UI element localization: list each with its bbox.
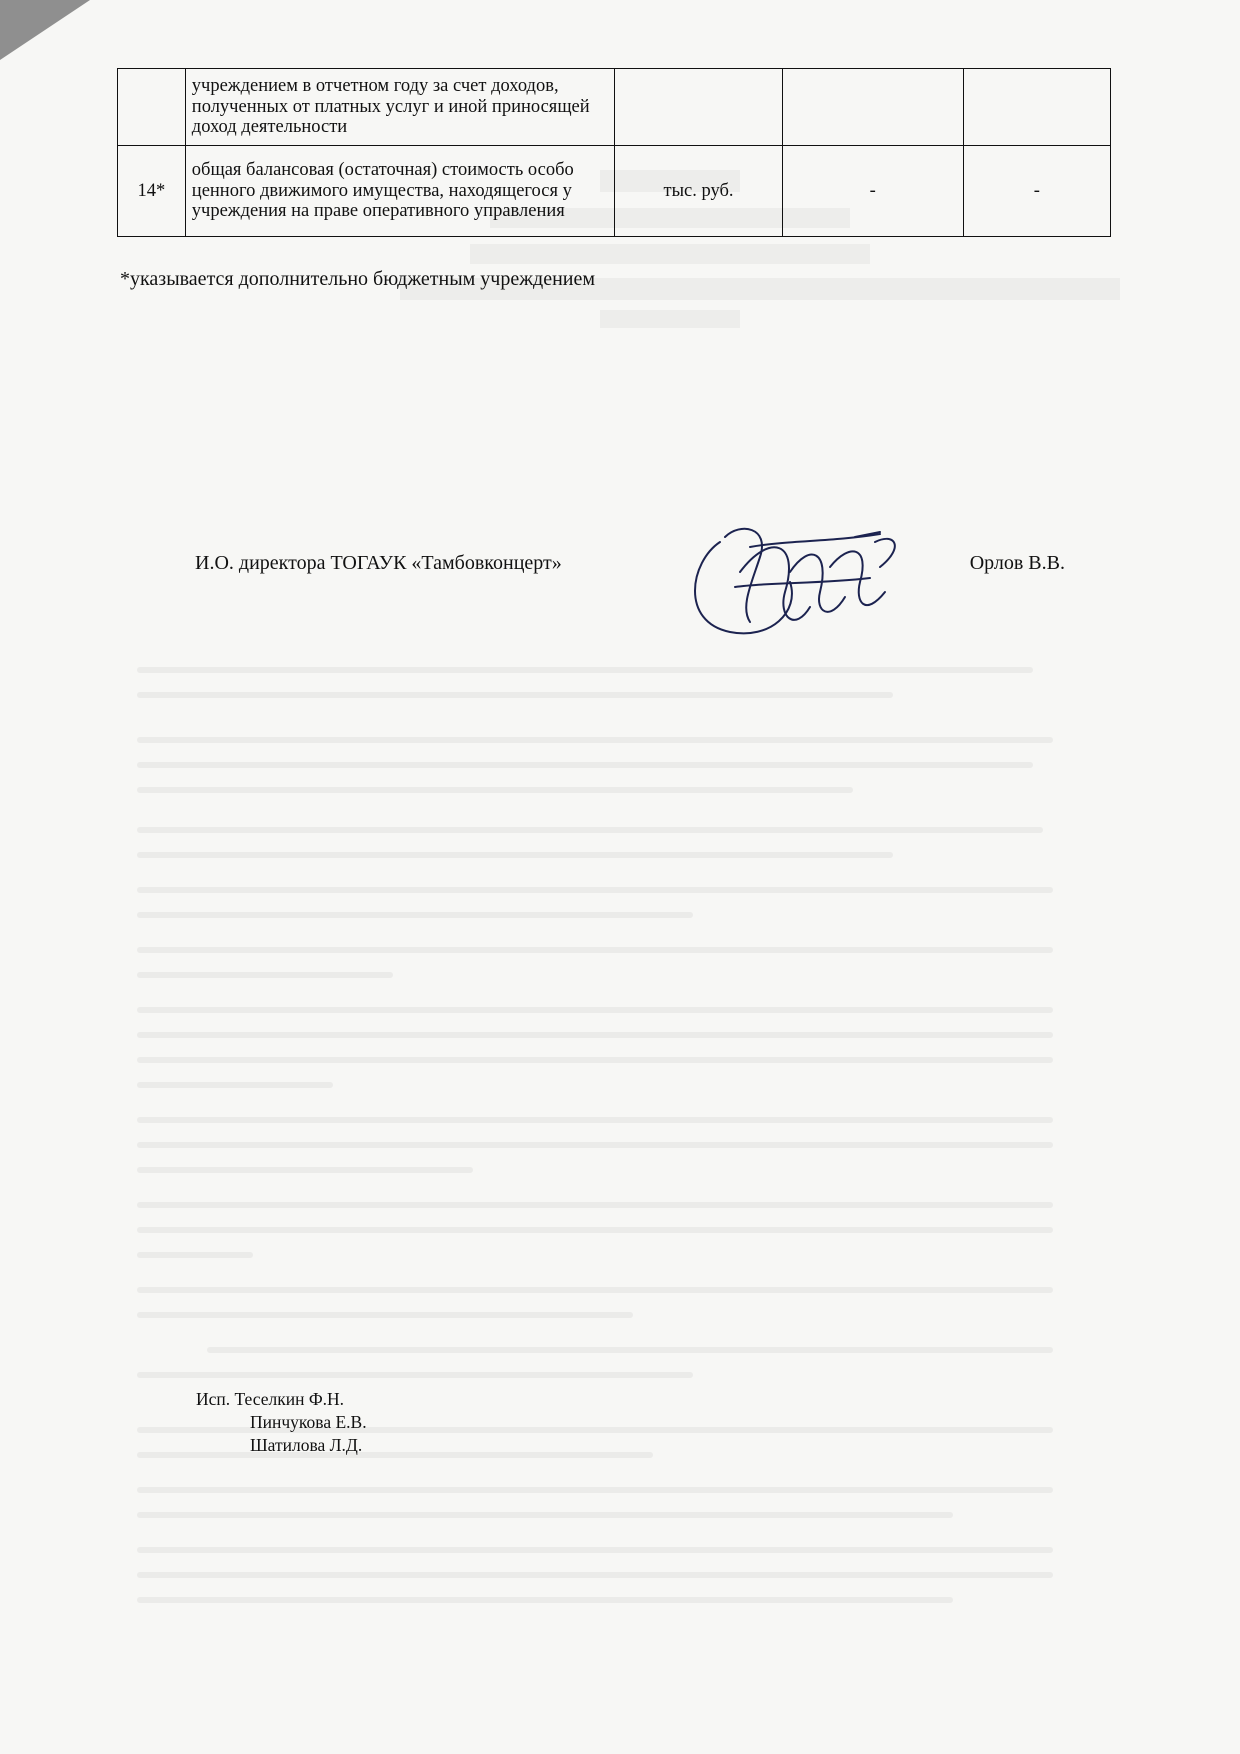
table-row	[118, 146, 1111, 237]
executor-name: Шатилова Л.Д.	[250, 1434, 363, 1455]
row-number: 14*	[118, 146, 186, 237]
row-value-previous	[782, 69, 963, 146]
row-unit	[615, 69, 783, 146]
row-number	[118, 69, 186, 146]
row-unit: тыс. руб.	[615, 146, 783, 237]
executor-name: Пинчукова Е.В.	[250, 1411, 367, 1432]
signer-title: И.О. директора ТОГАУК «Тамбовконцерт»	[195, 552, 562, 574]
row-indicator-name: общая балансовая (остаточная) стоимость особо ценного движимого имущества, находящегося у учреждения на праве оперативного управления	[185, 146, 614, 237]
executor-name: Теселкин Ф.Н.	[234, 1389, 345, 1409]
footnote: *указывается дополнительно бюджетным учреждением	[120, 268, 596, 290]
handwritten-signature	[680, 512, 910, 652]
report-table	[117, 68, 1111, 237]
table-row	[118, 69, 1111, 146]
executor-label: Исп.	[196, 1389, 231, 1409]
row-value-current: -	[963, 146, 1110, 237]
scan-corner-shadow	[0, 0, 90, 60]
bleed-through-lines	[130, 640, 1080, 1640]
executors-block	[196, 1388, 367, 1456]
signer-name: Орлов В.В.	[969, 552, 1065, 574]
row-value-current	[963, 69, 1110, 146]
row-indicator-name: учреждением в отчетном году за счет доходов, полученных от платных услуг и иной приносящей доход деятельности	[185, 69, 614, 146]
row-value-previous: -	[782, 146, 963, 237]
signature-line	[195, 552, 1065, 582]
executor-line	[196, 1388, 367, 1411]
